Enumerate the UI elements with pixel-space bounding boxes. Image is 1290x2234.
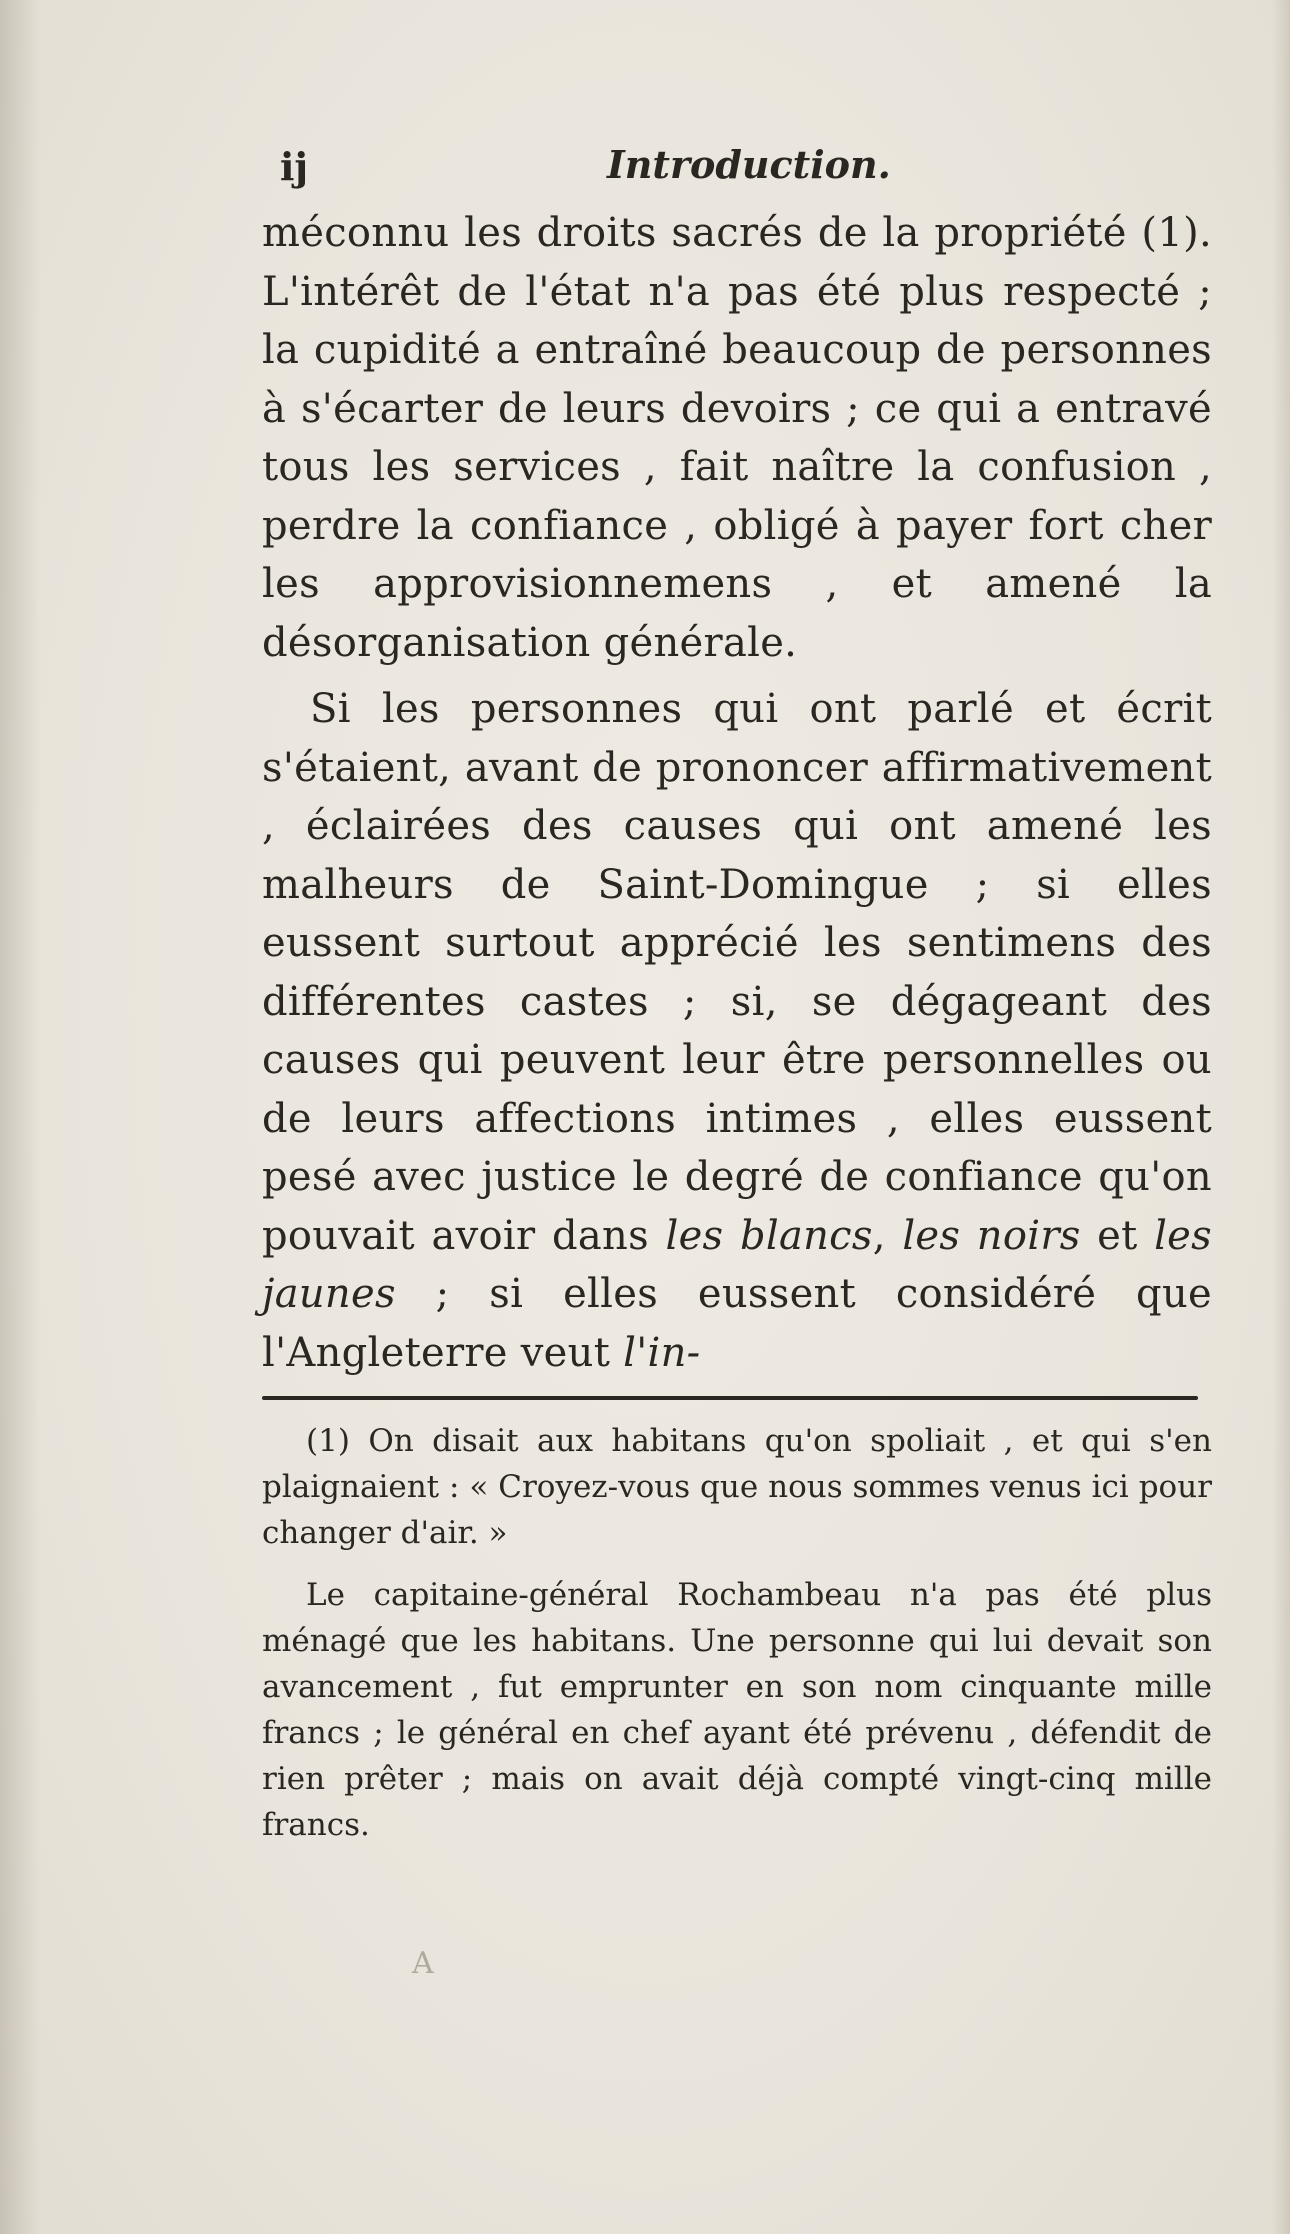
- gutter-shadow: [0, 0, 40, 2234]
- text-block: [262, 140, 1212, 1848]
- signature-mark: A: [412, 1946, 434, 1981]
- italic-hyphenated-word: l'in-: [623, 1329, 701, 1376]
- italic-les-noirs: les noirs: [902, 1212, 1081, 1259]
- footnote-2: Le capitaine-général Rochambeau n'a pas été plus ménagé que les habitans. Une personne qui lui devait son avancement , fut emprunter en son nom cinquante mille francs ; le général en chef ayant été prévenu , défendit de rien prêter ; mais on avait déjà compté vingt-cinq mille francs.: [262, 1577, 1212, 1843]
- page-edge-shadow: [1272, 0, 1290, 2234]
- paragraph-2: [262, 680, 1212, 1382]
- italic-les-jaunes: les jaunes: [262, 1212, 1212, 1317]
- paragraph-1: méconnu les droits sacrés de la propriété (1). L'intérêt de l'état n'a pas été plus respecté ; la cupidité a entraîné beaucoup de personnes à s'écarter de leurs devoirs ; ce qui a entravé tous les services , fait naître la confusion , perdre la confiance , obligé à payer fort cher les approvisionnemens , et amené la désorganisation générale.: [262, 210, 1212, 666]
- separator-1: ,: [872, 1212, 903, 1259]
- running-head: [262, 140, 1212, 190]
- footnote-1: (1) On disait aux habitans qu'on spoliait , et qui s'en plaignaient : « Croyez-vous que nous sommes venus ici pour changer d'air. »: [262, 1423, 1212, 1551]
- footnote-rule: [262, 1396, 1198, 1400]
- running-title: Introduction.: [607, 142, 891, 187]
- body-text: [262, 204, 1212, 1382]
- footnotes: [262, 1418, 1212, 1848]
- separator-2: et: [1080, 1212, 1155, 1259]
- page-number: ij: [280, 144, 309, 189]
- paragraph-2-text-b: ; si elles eussent considéré que l'Angleterre veut: [262, 1271, 1212, 1376]
- italic-les-blancs: les blancs: [665, 1212, 873, 1259]
- paragraph-2-text-a: Si les personnes qui ont parlé et écrit s'étaient, avant de prononcer affirmativement , éclairées des causes qui ont amené les malheurs de Saint-Domingue ; si elles eussent surtout apprécié les sentimens des différentes castes ; si, se dégageant des causes qui peuvent leur être personnelles ou de leurs affections intimes , elles eussent pesé avec justice le degré de confiance qu'on pouvait avoir dans: [262, 686, 1212, 1259]
